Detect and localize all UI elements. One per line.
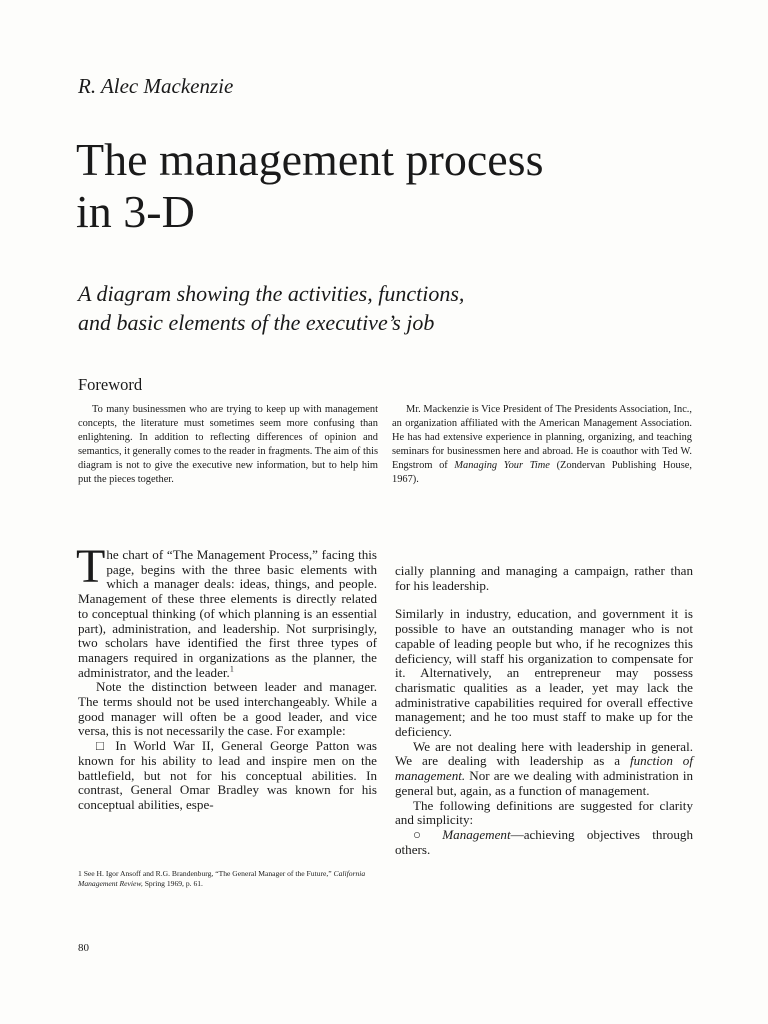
body-paragraph xyxy=(76,540,377,680)
footnote-journal: California Management Review, xyxy=(78,869,366,888)
body-column-right xyxy=(395,564,693,857)
subtitle-line-1: A diagram showing the activities, functions, xyxy=(78,281,465,306)
page-number: 80 xyxy=(78,942,89,954)
subtitle-line-2: and basic elements of the executive’s job xyxy=(78,310,435,335)
body-paragraph: cially planning and managing a campaign, rather than for his leadership. xyxy=(395,563,693,593)
body-paragraph: □ In World War II, General George Patton was known for his ability to lead and inspire men on the battlefield, but not for his conceptual abilities. In contrast, General Omar Bradley was known for his conceptual abilities, espe- xyxy=(78,738,377,812)
body-paragraph: Similarly in industry, education, and government it is possible to have an outstanding manager who is not capable of leading people but who, if he recognizes this deficiency, will staff his organization to compensate for it. Alternatively, an entrepreneur may possess charismatic qualities as a leader, yet may lack the administrative capabilities required for overall effective management; and he too must staff to make up for the deficiency. xyxy=(395,606,693,740)
bio-publisher: (Zondervan Publishing House, 1967). xyxy=(392,459,692,485)
body-paragraph xyxy=(395,740,693,799)
article-title xyxy=(76,134,696,238)
emphasis-text: function of management. xyxy=(395,753,693,784)
paragraph-text: Nor are we dealing with administration in general but, again, as a function of management. xyxy=(395,768,693,798)
paragraph-text: he chart of “The Management Process,” facing this page, begins with the three basic elements with which a manager deals: ideas, things, and people. Management of these three elements is directly related to conceptual thinking (of which planning is an essential part), administration, and leadership. Not surprisingly, two scholars have identified the first three types of managers required in organizations as the planner, the administrator, and the leader. xyxy=(78,547,377,680)
paragraph-text: We are not dealing here with leadership in general. We are dealing with leadership as a xyxy=(395,738,693,769)
body-column-left xyxy=(76,540,377,813)
title-line-1: The management process xyxy=(76,134,544,185)
bio-book-title: Managing Your Time xyxy=(454,459,550,471)
foreword-left-text xyxy=(78,403,378,486)
foreword-right-text xyxy=(392,403,692,486)
footnote xyxy=(78,869,378,889)
title-line-2: in 3-D xyxy=(76,186,195,237)
definition-item xyxy=(395,828,693,857)
foreword-paragraph: To many businessmen who are trying to keep up with management concepts, the literature must sometimes seem more confusing than enlightening. In addition to reflecting differences of opinion and semantics, it generally comes to the reader in fragments. The aim of this diagram is not to give the executive new information, but to help him put the pieces together. xyxy=(78,404,378,485)
article-subtitle xyxy=(78,279,698,337)
definition-text: —achieving objectives through others. xyxy=(395,826,693,857)
footnote-marker: 1 xyxy=(229,664,234,674)
bullet-icon: ○ xyxy=(413,826,443,842)
definition-term: Management xyxy=(442,826,511,842)
author-bio xyxy=(392,403,692,486)
foreword-heading: Foreword xyxy=(78,375,143,394)
body-paragraph: Note the distinction between leader and manager. The terms should not be used interchangeably. While a good manager will often be a good leader, and vice versa, this is not necessarily the case. For example: xyxy=(78,679,377,739)
bio-text: Mr. Mackenzie is Vice President of The Presidents Association, Inc., an organization affiliated with the American Management Association. He has had extensive experience in planning, organizing, and teaching seminars for businessmen here and abroad. He is coauthor with Ted W. Engstrom of xyxy=(392,404,692,471)
footnote-citation: Spring 1969, p. 61. xyxy=(142,879,203,888)
author-name: R. Alec Mackenzie xyxy=(78,74,234,98)
drop-cap: T xyxy=(76,540,106,593)
body-paragraph: The following definitions are suggested for clarity and simplicity: xyxy=(395,797,693,828)
footnote-text: 1 See H. Igor Ansoff and R.G. Brandenburg, “The General Manager of the Future,” xyxy=(78,869,334,878)
